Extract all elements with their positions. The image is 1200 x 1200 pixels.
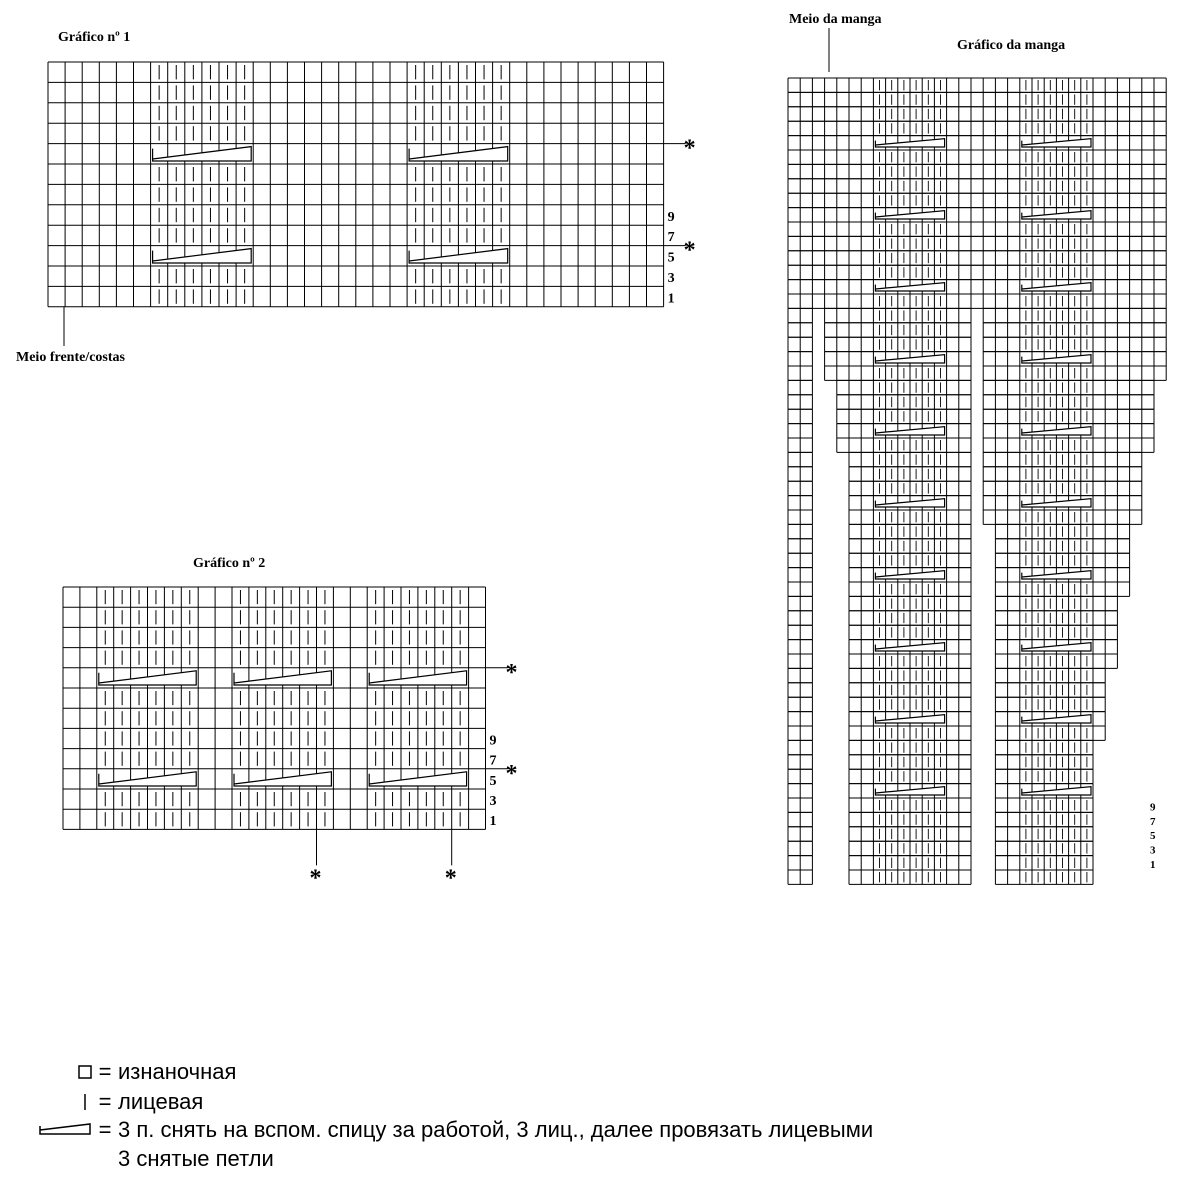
row-number: 3 [667,271,675,286]
chart2-group [63,587,518,891]
row-number: 9 [667,209,675,225]
purl-square-icon [36,1060,92,1084]
legend-eq: = [98,1089,112,1114]
chart1-title: Gráfico nº 1 [58,30,131,45]
star-marker: * [505,659,518,686]
star-marker: * [683,135,696,162]
chart1-bottom-label: Meio frente/costas [16,350,125,365]
legend-eq: = [98,1059,112,1084]
row-number: 5 [1150,830,1156,843]
row-number: 1 [1150,859,1156,871]
star-marker: * [444,865,457,892]
row-number: 5 [667,250,675,266]
legend-text: 3 п. снять на вспом. спицу за работой, 3 лиц., далее провязать лицевыми [118,1117,874,1142]
row-number: 1 [489,814,497,830]
row-number: 5 [489,773,497,789]
legend-item-purl [36,1058,236,1086]
legend-text: лицевая [118,1089,204,1114]
row-number: 7 [489,753,497,769]
row-number: 1 [667,291,675,307]
sleeve-top-label: Meio da manga [789,12,882,27]
legend-item-cable [36,1116,873,1144]
row-number: 7 [1150,815,1156,828]
star-marker: * [505,760,518,787]
row-number: 3 [1150,844,1156,857]
star-marker: * [683,237,696,264]
legend-text: изнаночная [118,1059,237,1084]
row-number: 9 [489,733,497,749]
chart2-title: Gráfico nº 2 [193,556,266,571]
legend-eq: = [98,1117,112,1142]
row-number: 9 [1150,801,1156,814]
cable-cross-icon [36,1118,92,1142]
knit-bar-icon [36,1090,92,1114]
sleeve-title: Gráfico da manga [957,38,1066,53]
star-marker: * [309,865,322,892]
sleeve-group [788,28,1166,884]
legend-item-knit [36,1088,203,1116]
row-number: 3 [489,794,497,809]
chart1-group [48,62,696,346]
row-number: 7 [667,230,675,246]
legend-continuation: 3 снятые петли [118,1146,274,1171]
